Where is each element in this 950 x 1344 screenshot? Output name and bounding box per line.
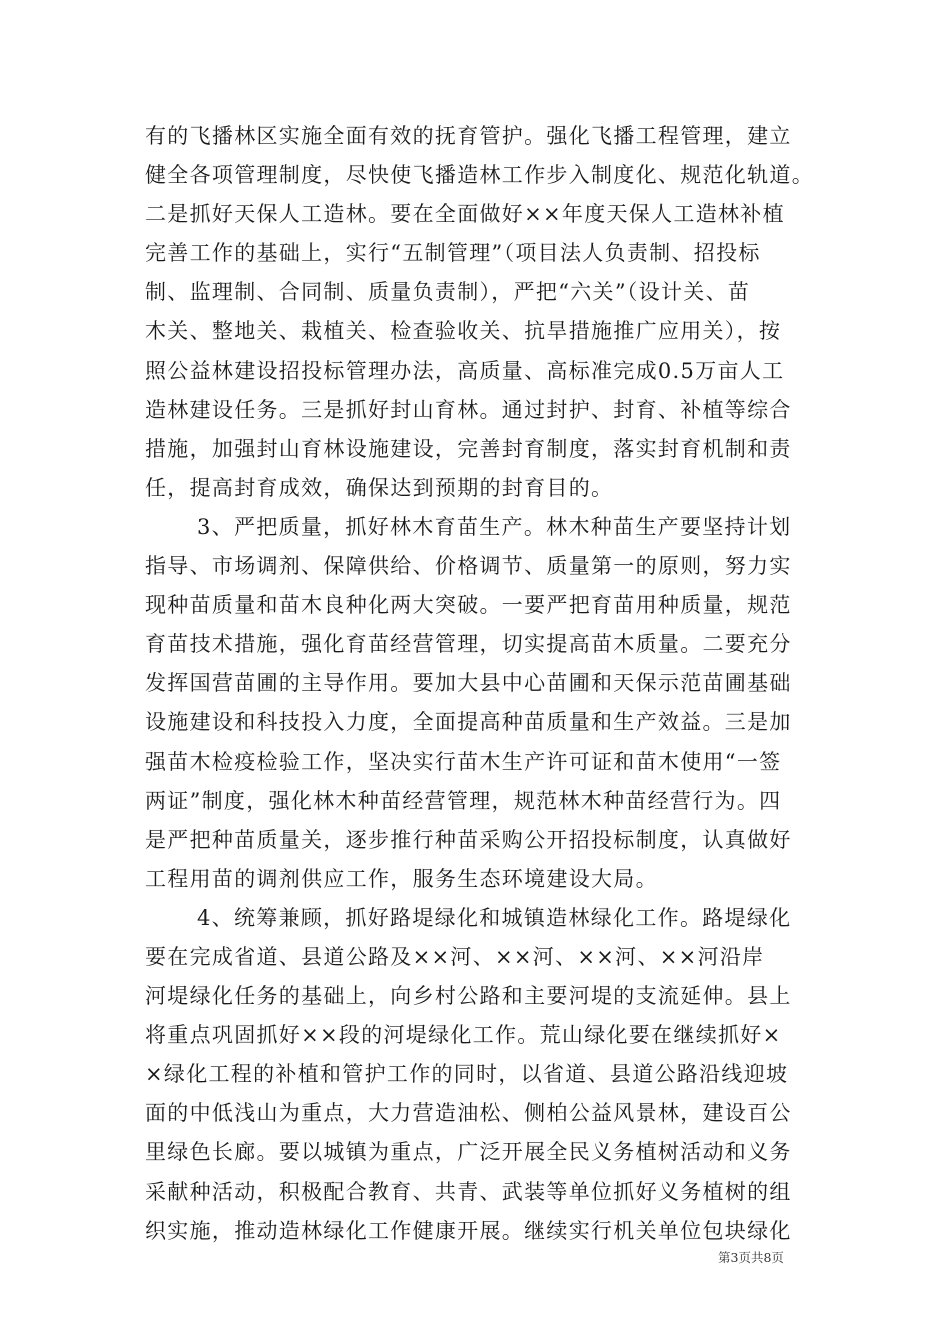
text-line: 照公益林建设招投标管理办法，高质量、高标准完成0.5万亩人工 — [145, 358, 785, 383]
text-line: 要在完成省道、县道公路及××河、××河、××河、××河沿岸 — [145, 944, 765, 969]
text-line: 有的飞播林区实施全面有效的抚育管护。强化飞播工程管理，建立 — [145, 124, 792, 148]
text-line: 织实施，推动造林绿化工作健康开展。继续实行机关单位包块绿化 — [145, 1218, 792, 1243]
text-line: 设施建设和科技投入力度，全面提高种苗质量和生产效益。三是加 — [145, 710, 792, 735]
text-line: 两证”制度，强化林木种苗经营管理，规范林木种苗经营行为。四 — [145, 788, 782, 813]
text-line: 措施，加强封山育林设施建设，完善封育制度，落实封育机制和责 — [145, 436, 792, 461]
text-line: 造林建设任务。三是抓好封山育林。通过封护、封育、补植等综合 — [145, 397, 792, 422]
text-line: 工程用苗的调剂供应工作，服务生态环境建设大局。 — [145, 866, 658, 891]
paragraph-first-line: 3、严把质量，抓好林木育苗生产。林木种苗生产要坚持计划 — [197, 514, 792, 539]
text-line: ×绿化工程的补植和管护工作的同时，以省道、县道公路沿线迎坡 — [145, 1062, 789, 1087]
text-line: 河堤绿化任务的基础上，向乡村公路和主要河堤的支流延伸。县上 — [145, 984, 792, 1009]
text-line: 是严把种苗质量关，逐步推行种苗采购公开招投标制度，认真做好 — [145, 827, 792, 852]
text-line: 采献种活动，积极配合教育、共青、武装等单位抓好义务植树的组 — [145, 1179, 792, 1204]
text-line: 二是抓好天保人工造林。要在全面做好××年度天保人工造林补植 — [145, 202, 785, 227]
page-number: 第3页共8页 — [718, 1250, 784, 1265]
text-line: 制、监理制、合同制、质量负责制），严把“六关”（设计关、苗 — [145, 280, 751, 305]
text-line: 里绿色长廊。要以城镇为重点，广泛开展全民义务植树活动和义务 — [145, 1140, 792, 1165]
text-line: 面的中低浅山为重点，大力营造油松、侧柏公益风景林，建设百公 — [145, 1101, 792, 1126]
text-line: 发挥国营苗圃的主导作用。要加大县中心苗圃和天保示范苗圃基础 — [145, 671, 792, 696]
paragraph-first-line: 4、统筹兼顾，抓好路堤绿化和城镇造林绿化工作。路堤绿化 — [197, 905, 792, 930]
document-body — [145, 117, 813, 1251]
text-line: 强苗木检疫检验工作，坚决实行苗木生产许可证和苗木使用“一签 — [145, 749, 782, 774]
text-line: 木关、整地关、栽植关、检查验收关、抗旱措施推广应用关），按 — [145, 319, 782, 344]
text-line: 健全各项管理制度，尽快使飞播造林工作步入制度化、规范化轨道。 — [145, 163, 814, 188]
text-line: 指导、市场调剂、保障供给、价格调节、质量第一的原则，努力实 — [145, 554, 792, 579]
text-line: 将重点巩固抓好××段的河堤绿化工作。荒山绿化要在继续抓好× — [145, 1023, 782, 1048]
text-line: 育苗技术措施，强化育苗经营管理，切实提高苗木质量。二要充分 — [145, 632, 792, 657]
text-line: 任，提高封育成效，确保达到预期的封育目的。 — [145, 475, 614, 500]
text-line: 完善工作的基础上，实行“五制管理”（项目法人负责制、招投标 — [145, 241, 761, 266]
text-line: 现种苗质量和苗木良种化两大突破。一要严把育苗用种质量，规范 — [145, 593, 792, 618]
